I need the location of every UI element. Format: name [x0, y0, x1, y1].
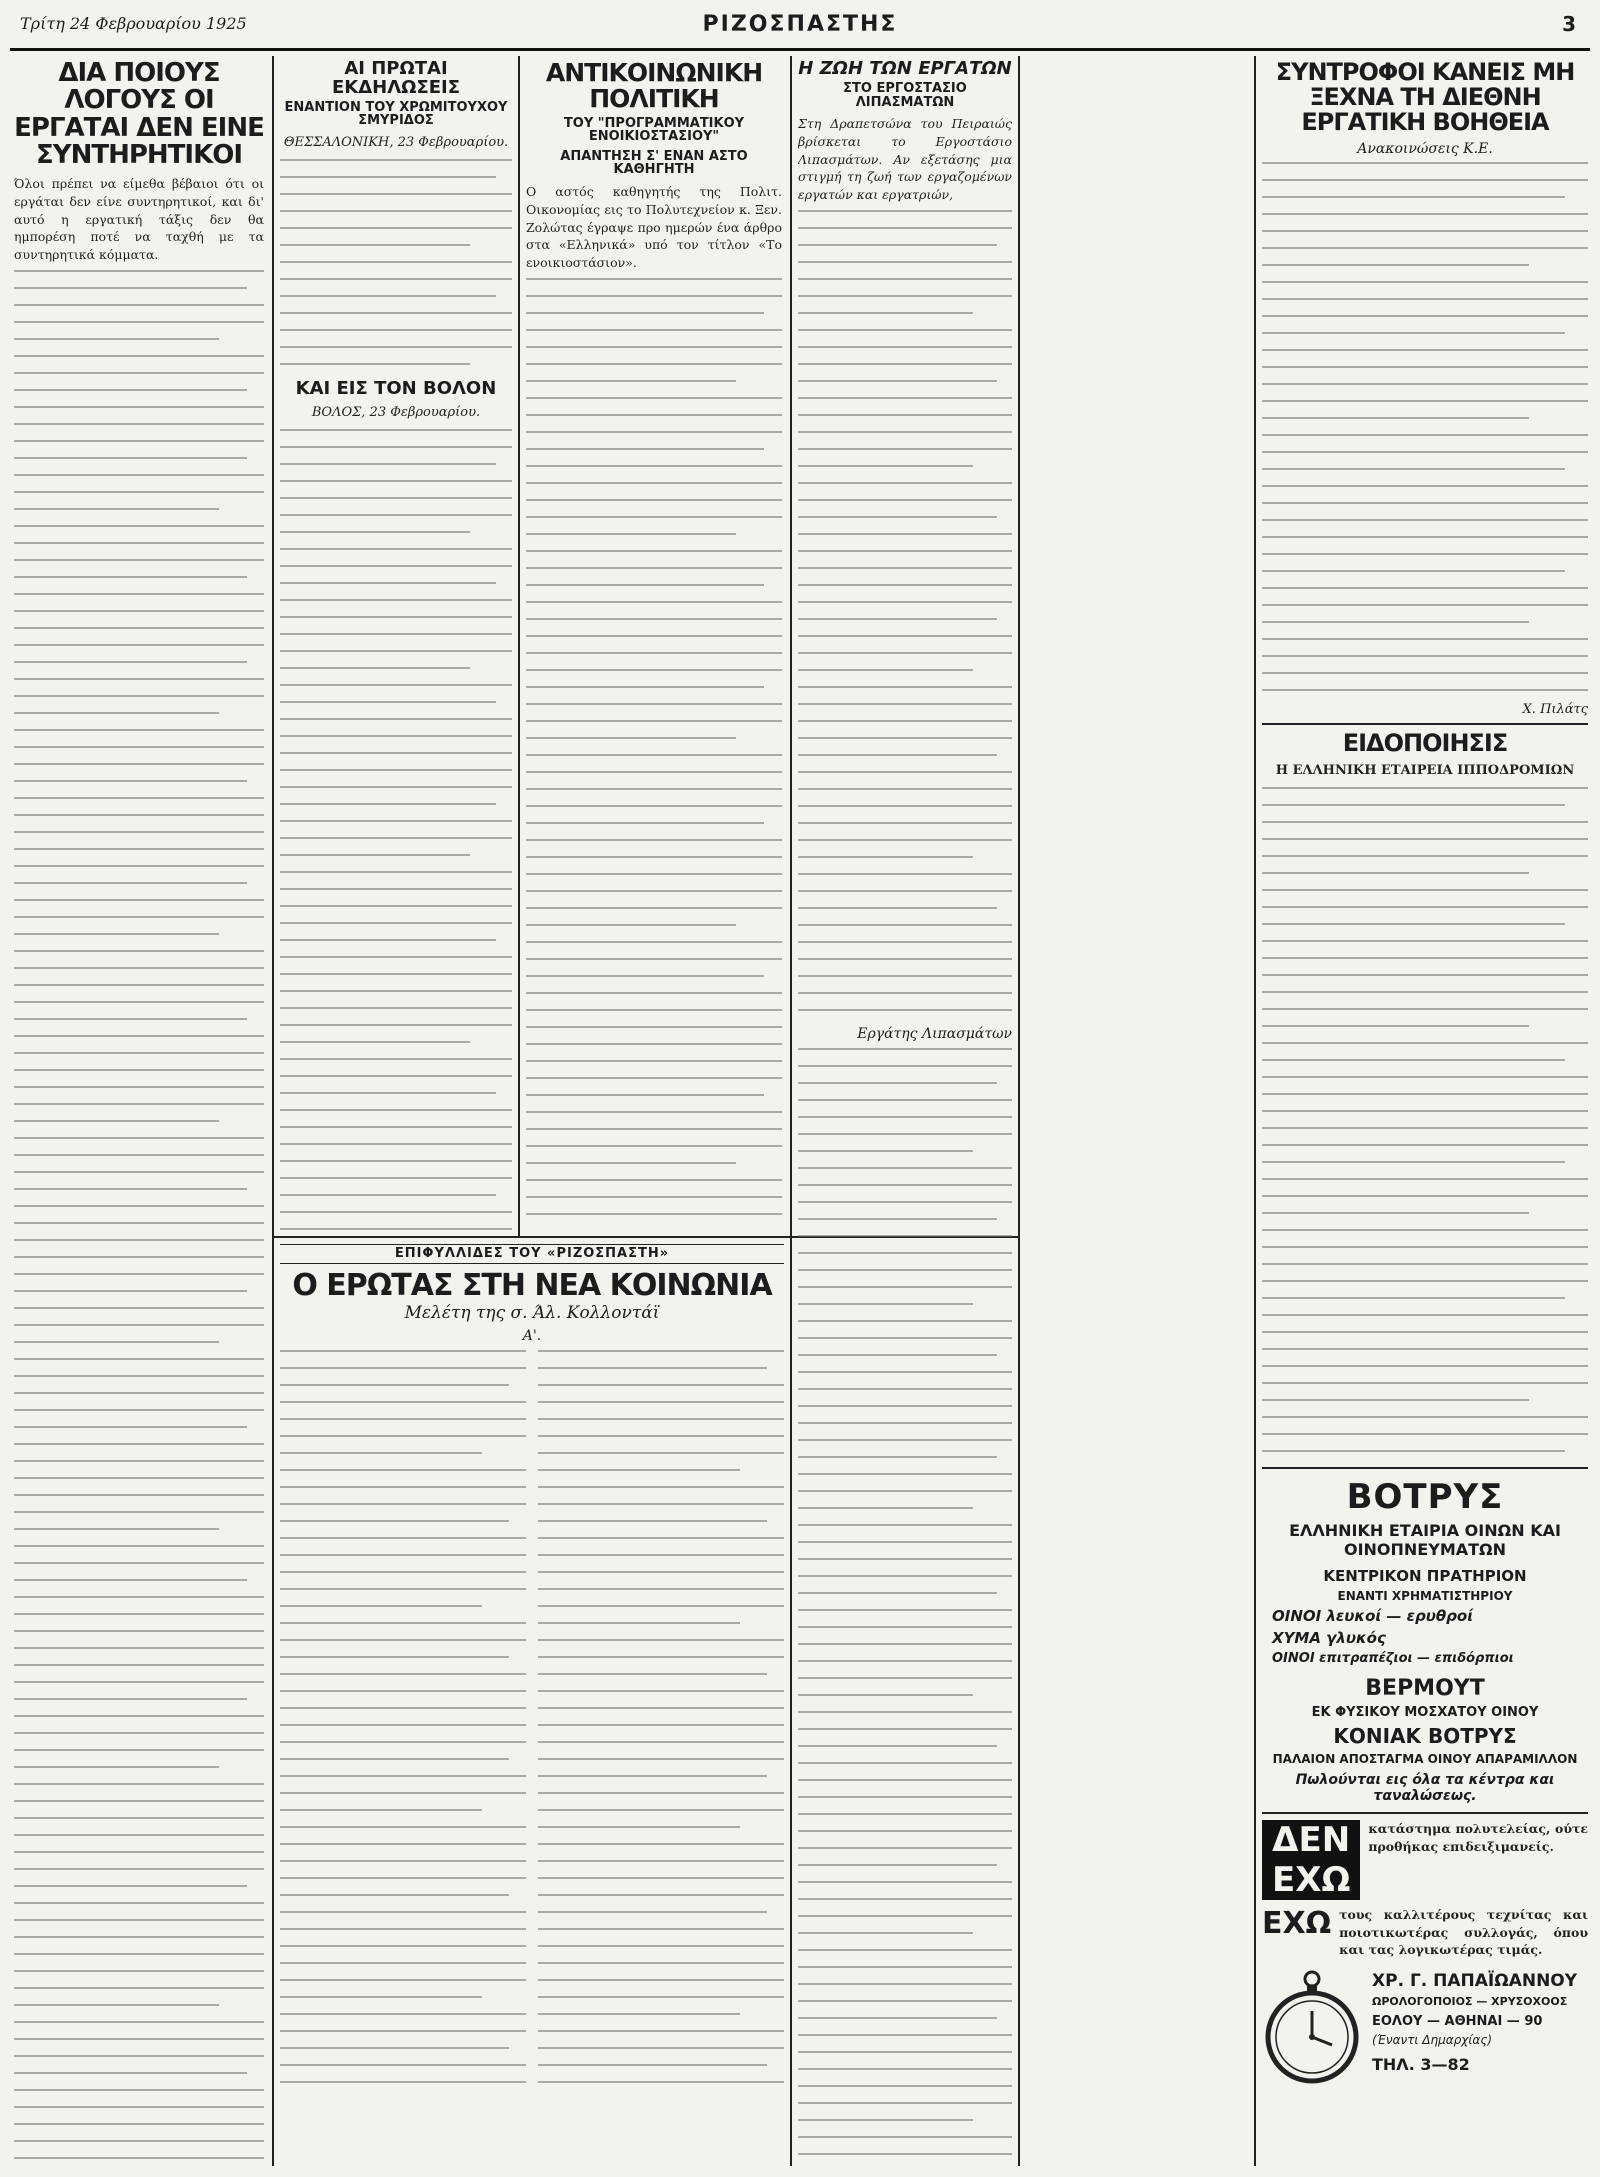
- feuilleton-part: Α'.: [522, 1327, 542, 1344]
- article-subheadline: ΕΝΑΝΤΙΟΝ ΤΟΥ ΧΡΩΜΙΤΟΥΧΟΥ ΣΜΥΡΙΔΟΣ: [284, 99, 508, 129]
- ad-exo-text: τους καλλιτέρους τεχνίτας και ποιοτικωτέρας συλλογάς, όπου και τας λογικωτέρας τιμάς.: [1339, 1906, 1588, 1958]
- ad-den-exo: ΔΕΝ ΕΧΩ: [1262, 1820, 1360, 1900]
- notices-signature: Χ. Πιλάτς: [1522, 702, 1588, 718]
- feuilleton-love-new-society: [280, 1244, 784, 2160]
- notices-body: [1262, 787, 1588, 1452]
- solidarity-body: [1262, 162, 1588, 691]
- article-headline: ΑΙ ΠΡΩΤΑΙ ΕΚΔΗΛΩΣΕΙΣ: [331, 60, 461, 98]
- article-body: [280, 159, 512, 365]
- ad-store-location: ΕΝΑΝΤΙ ΧΡΗΜΑΤΙΣΤΗΡΙΟΥ: [1337, 1588, 1513, 1603]
- ad-cognac-sub: ΠΑΛΑΙΟΝ ΑΠΟΣΤΑΓΜΑ ΟΙΝΟΥ ΑΠΑΡΑΜΙΛΛΟΝ: [1272, 1751, 1578, 1766]
- ad-cognac: ΚΟΝΙΑΚ ΒΟΤΡΥΣ: [1333, 1723, 1517, 1748]
- article-lead: Όλοι πρέπει να είμεθα βέβαιοι ότι οι εργάται δεν είνε συντηρητικοί, και δι' αυτό η εργατική τάξις δεν θα ημπορέση ποτέ να ταχθή με τα συντηρητικά κόμματα.: [14, 176, 264, 263]
- page-number: 3: [1562, 12, 1576, 36]
- ad-store: ΚΕΝΤΡΙΚΟΝ ΠΡΑΤΗΡΙΟΝ: [1323, 1566, 1527, 1585]
- article-headline: ΑΝΤΙΚΟΙΝΩΝΙΚΗ ΠΟΛΙΤΙΚΗ: [545, 60, 763, 114]
- article-lead: Ο αστός καθηγητής της Πολιτ. Οικονομίας εις το Πολυτεχνείον κ. Ξεν. Ζολώτας έγραψε προ ημερών ένα άρθρο στα «Ελληνικά» υπό τον τίτλον «Το ενοικιοστάσιον».: [526, 184, 782, 271]
- column-rule: [1254, 56, 1256, 2166]
- article-subheadline: ΤΟΥ "ΠΡΟΓΡΑΜΜΑΤΙΚΟΥ ΕΝΟΙΚΙΟΣΤΑΣΙΟΥ": [563, 115, 745, 145]
- ad-address: ΕΟΛΟΥ — ΑΘΗΝΑΙ — 90: [1372, 2014, 1543, 2030]
- ad-phone: ΤΗΛ. 3—82: [1372, 2055, 1470, 2075]
- article-workers-not-conservative: [14, 60, 264, 2160]
- column-rule: [790, 56, 792, 2166]
- column-rule: [518, 56, 520, 1236]
- feuilleton-body: [280, 1350, 784, 2098]
- botrys-advertisement: [1262, 1467, 1588, 1804]
- watchmaker-advertisement: [1262, 1812, 1588, 2087]
- ad-line-3: ΟΙΝΟΙ επιτραπέζιοι — επιδόρπιοι: [1272, 1650, 1514, 1666]
- notices-headline: ΕΙΔΟΠΟΙΗΣΙΣ: [1342, 729, 1508, 758]
- pocket-watch-icon: [1262, 1967, 1362, 2087]
- article-body: [798, 210, 1012, 1011]
- feuilleton-label: ΕΠΙΦΥΛΛΙΔΕΣ ΤΟΥ «ΡΙΖΟΣΠΑΣΤΗ»: [280, 1244, 784, 1264]
- column-notices-and-ads: [1262, 60, 1588, 2160]
- issue-date: Τρίτη 24 Φεβρουαρίου 1925: [20, 14, 247, 33]
- ad-seller: ΧΡ. Γ. ΠΑΠΑΪΩΑΝΝΟΥ: [1372, 1971, 1578, 1992]
- ad-seller-sub: ΩΡΟΛΟΓΟΠΟΙΟΣ — ΧΡΥΣΟΧΟΟΣ: [1372, 1995, 1568, 2009]
- ad-address-sub: (Έναντι Δημαρχίας): [1372, 2033, 1493, 2048]
- section-headline: ΚΑΙ ΕΙΣ ΤΟΝ ΒΟΛΟΝ: [295, 377, 497, 399]
- ad-line-1: ΟΙΝΟΙ λευκοί — ερυθροί: [1272, 1606, 1474, 1625]
- solidarity-headline: ΣΥΝΤΡΟΦΟΙ ΚΑΝΕΙΣ ΜΗ ΞΕΧΝΑ ΤΗ ΔΙΕΘΝΗ ΕΡΓΑΤΙΚΗ ΒΟΗΘΕΙΑ: [1275, 60, 1575, 137]
- article-headline: Η ΖΩΗ ΤΩΝ ΕΡΓΑΤΩΝ: [798, 60, 1012, 79]
- article-workers-life: [798, 60, 1012, 2160]
- article-signature: Εργάτης Λιπασμάτων: [857, 1025, 1012, 1042]
- ad-exo: ΕΧΩ: [1262, 1905, 1332, 1941]
- article-lead: Στη Δραπετσώνα του Πειραιώς βρίσκεται το Εργοστάσιο Λιπασμάτων. Αν εξετάσης μια στιγμή τη ζωή των εργαζομένων εργατών και εργατριών,: [798, 116, 1012, 203]
- ad-line-2: ΧΥΜΑ γλυκός: [1272, 1628, 1386, 1647]
- ad-brand: ΒΟΤΡΥΣ: [1346, 1476, 1504, 1517]
- article-antisocial-policy: [526, 60, 782, 1230]
- article-body: [526, 278, 782, 1230]
- paper-name: ΡΙΖΟΣΠΑΣΤΗΣ: [702, 12, 898, 37]
- ad-den-exo-text: κατάστημα πολυτελείας, ούτε προθήκας επιδειξιμανείς.: [1368, 1820, 1588, 1854]
- article-body: [14, 270, 264, 2160]
- ad-company: ΕΛΛΗΝΙΚΗ ΕΤΑΙΡΙΑ ΟΙΝΩΝ ΚΑΙ ΟΙΝΟΠΝΕΥΜΑΤΩΝ: [1289, 1520, 1561, 1559]
- article-first-demonstrations: [280, 60, 512, 1230]
- ad-vermouth-sub: ΕΚ ΦΥΣΙΚΟΥ ΜΟΣΧΑΤΟΥ ΟΙΝΟΥ: [1311, 1704, 1539, 1720]
- article-kicker: ΑΠΑΝΤΗΣΗ Σ' ΕΝΑΝ ΑΣΤΟ ΚΑΘΗΓΗΤΗ: [560, 148, 748, 178]
- solidarity-byline: Ανακοινώσεις Κ.Ε.: [1357, 140, 1493, 157]
- feuilleton-author: Μελέτη της σ. Άλ. Κολλοντάϊ: [404, 1303, 660, 1324]
- column-rule: [272, 56, 274, 2166]
- article-headline: ΔΙΑ ΠΟΙΟΥΣ ΛΟΓΟΥΣ ΟΙ ΕΡΓΑΤΑΙ ΔΕΝ ΕΙΝΕ ΣΥΝΤΗΡΗΤΙΚΟΙ: [14, 60, 264, 170]
- masthead: [10, 8, 1590, 51]
- feuilleton-title: Ο ΕΡΩΤΑΣ ΣΤΗ ΝΕΑ ΚΟΙΝΩΝΙΑ: [292, 1267, 772, 1303]
- dateline: ΘΕΣΣΑΛΟΝΙΚΗ, 23 Φεβρουαρίου.: [283, 135, 509, 151]
- article-subheadline: ΣΤΟ ΕΡΓΟΣΤΑΣΙΟ ΛΙΠΑΣΜΑΤΩΝ: [843, 80, 967, 110]
- ad-vermouth: ΒΕΡΜΟΥΤ: [1365, 1675, 1485, 1701]
- column-rule: [1018, 56, 1020, 2166]
- article-body-continued: [798, 1048, 1012, 2160]
- article-body: [280, 429, 512, 1230]
- notices-lead: Η ΕΛΛΗΝΙΚΗ ΕΤΑΙΡΕΙΑ ΙΠΠΟΔΡΟΜΙΩΝ: [1275, 763, 1575, 779]
- dateline: ΒΟΛΟΣ, 23 Φεβρουαρίου.: [311, 405, 481, 421]
- ad-sold: Πωλούνται εις όλα τα κέντρα και ταναλώσεως.: [1295, 1771, 1555, 1804]
